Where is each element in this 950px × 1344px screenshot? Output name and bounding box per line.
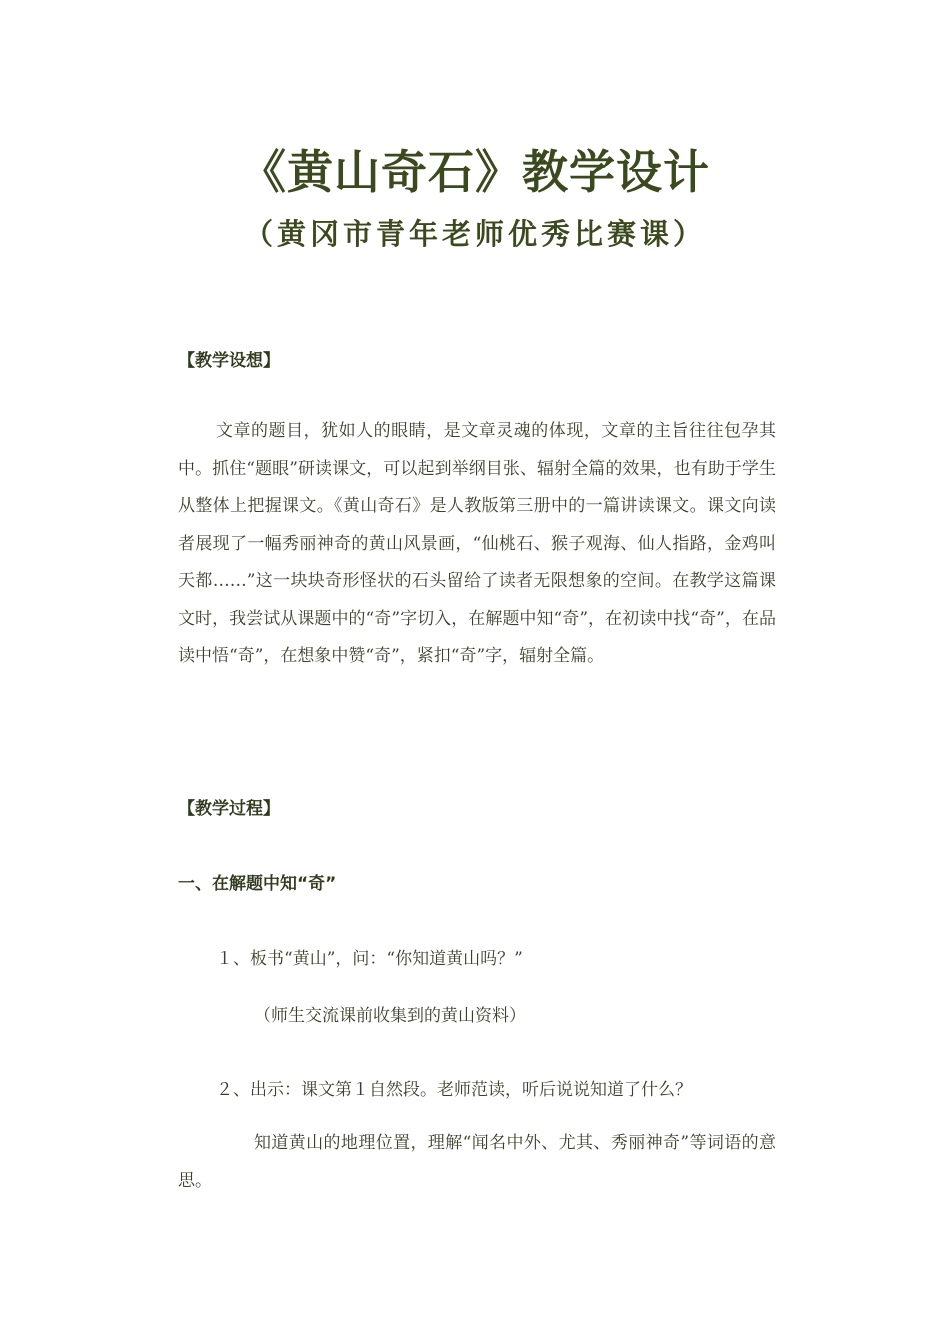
step-1: １、板书“黄山”，问：“你知道黄山吗？”	[216, 949, 523, 969]
step-1-note: （师生交流课前收集到的黄山资料）	[254, 1006, 526, 1026]
section-heading-teaching-process: 【教学过程】	[178, 799, 280, 819]
step-2-answer: 知道黄山的地理位置，理解“闻名中外、尤其、秀丽神奇”等词语的意思。	[178, 1133, 776, 1191]
document-title: 《黄山奇石》教学设计	[240, 145, 710, 199]
teaching-idea-paragraph: 文章的题目，犹如人的眼睛，是文章灵魂的体现，文章的主旨往往包孕其中。抓住“题眼”研读课文，可以起到举纲目张、辐射全篇的效果，也有助于学生从整体上把握课文。《黄山奇石》是人教版第三册中的一篇讲读课文。课文向读者展现了一幅秀丽神奇的黄山风景画，“仙桃石、猴子观海、仙人指路，金鸡叫天都……”这一块块奇形怪状的石头留给了读者无限想象的空间。在教学这篇课文时，我尝试从课题中的“奇”字切入，在解题中知“奇”，在初读中找“奇”，在品读中悟“奇”，在想象中赞“奇”，紧扣“奇”字，辐射全篇。	[178, 421, 776, 666]
part-heading-1: 一、在解题中知“奇”	[178, 874, 337, 894]
document-subtitle: （黄冈市青年老师优秀比赛课）	[243, 217, 706, 251]
section-heading-teaching-idea: 【教学设想】	[178, 351, 280, 371]
step-2: ２、出示：课文第１自然段。老师范读，听后说说知道了什么？	[216, 1080, 692, 1100]
